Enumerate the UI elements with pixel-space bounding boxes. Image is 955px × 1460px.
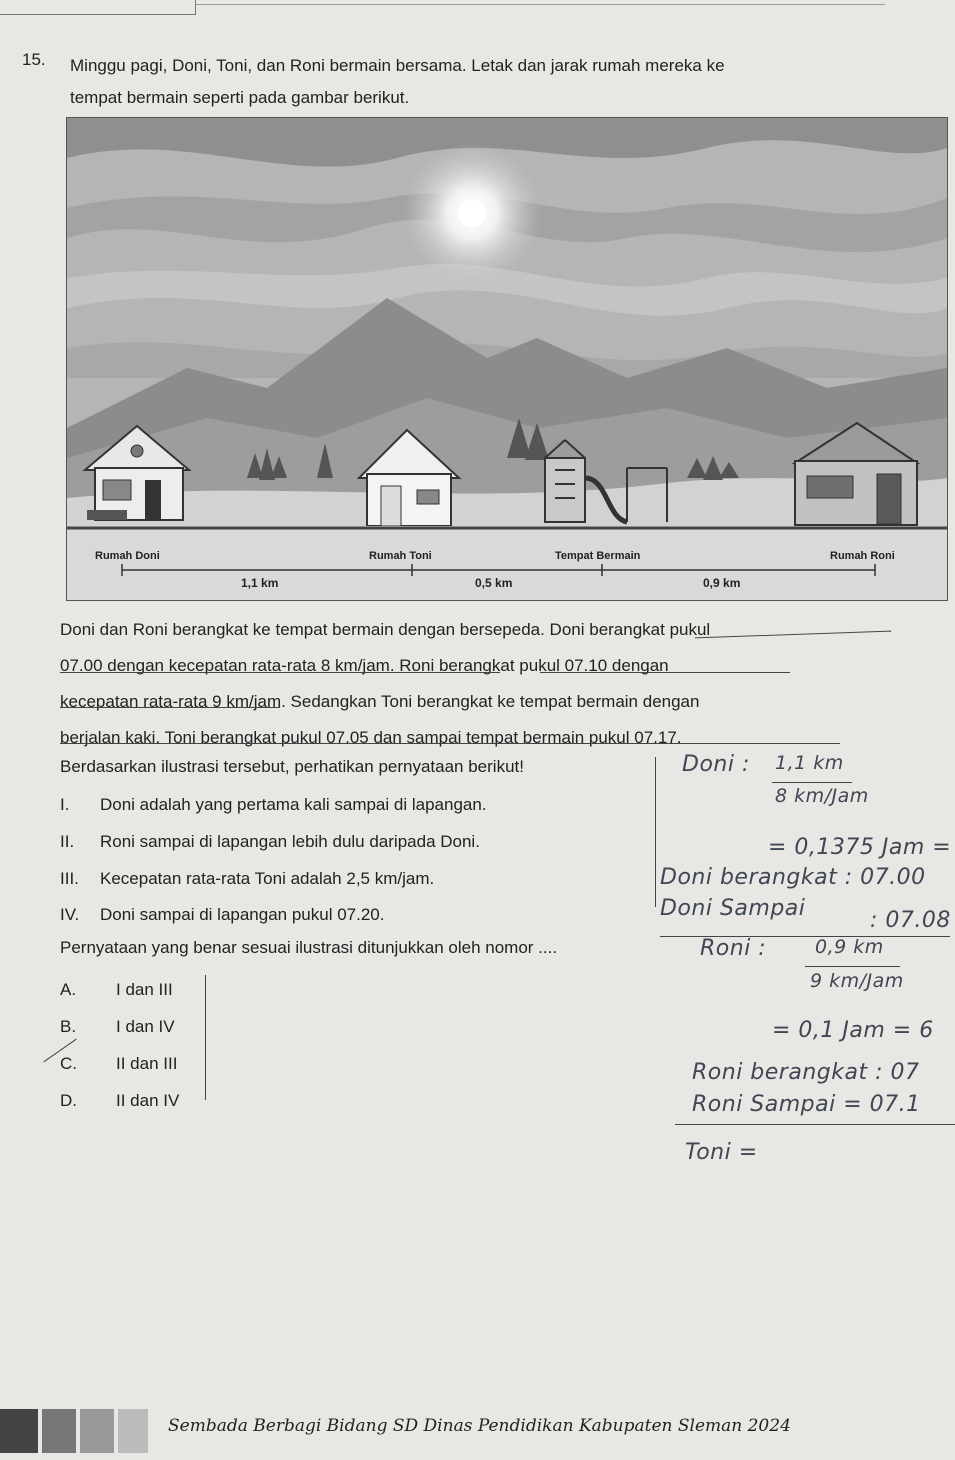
statement-number: III. bbox=[60, 869, 79, 888]
label-rumah-doni: Rumah Doni bbox=[95, 550, 160, 562]
question-intro-line-1: Minggu pagi, Doni, Toni, dan Roni bermain bersama. Letak dan jarak rumah mereka ke bbox=[70, 56, 725, 75]
header-box bbox=[0, 0, 196, 15]
choice-text: I dan IV bbox=[116, 1017, 175, 1036]
hw-rule bbox=[675, 1124, 955, 1125]
story-paragraph bbox=[60, 612, 896, 756]
statement-text: Kecepatan rata-rata Toni adalah 2,5 km/jam. bbox=[100, 869, 435, 888]
choice-b[interactable] bbox=[60, 1017, 175, 1037]
statement-4 bbox=[60, 905, 384, 925]
choice-text: II dan IV bbox=[116, 1091, 180, 1110]
choice-a[interactable] bbox=[60, 980, 173, 1000]
story-line: kecepatan rata-rata 9 km/jam. Sedangkan Toni berangkat ke tempat bermain dengan bbox=[60, 692, 700, 711]
logo-block bbox=[42, 1409, 76, 1453]
hw-roni-result: = 0,1 Jam = 6 bbox=[772, 1018, 934, 1043]
footer-text: Sembada Berbagi Bidang SD Dinas Pendidikan Kabupaten Sleman 2024 bbox=[168, 1416, 791, 1436]
illustration bbox=[66, 117, 948, 601]
statement-3 bbox=[60, 869, 434, 889]
logo-block bbox=[80, 1409, 114, 1453]
story-line: 07.00 dengan kecepatan rata-rata 8 km/jam. Roni berangkat pukul 07.10 dengan bbox=[60, 656, 669, 675]
label-tempat-bermain: Tempat Bermain bbox=[555, 550, 641, 562]
statement-number: IV. bbox=[60, 905, 80, 924]
choice-c[interactable] bbox=[60, 1054, 177, 1074]
choice-letter: C. bbox=[60, 1054, 77, 1073]
pen-underline bbox=[60, 743, 840, 744]
hw-toni-label: Toni = bbox=[685, 1140, 758, 1165]
hw-doni-numerator: 1,1 km bbox=[775, 752, 844, 774]
statement-text: Roni sampai di lapangan lebih dulu daripada Doni. bbox=[100, 832, 480, 851]
choice-letter: B. bbox=[60, 1017, 77, 1036]
statements-intro: Berdasarkan ilustrasi tersebut, perhatikan pernyataan berikut! bbox=[60, 757, 524, 776]
hw-fraction-bar bbox=[805, 966, 900, 967]
question-intro bbox=[70, 50, 890, 114]
hw-doni-depart: Doni berangkat : 07.00 bbox=[660, 865, 926, 890]
hw-roni-numerator: 0,9 km bbox=[815, 936, 884, 958]
footer-logo bbox=[0, 1405, 150, 1455]
pen-bracket bbox=[205, 975, 206, 1100]
pen-underline bbox=[60, 707, 280, 708]
hw-doni-label: Doni : bbox=[682, 752, 750, 777]
pen-divider bbox=[655, 757, 656, 907]
choice-text: II dan III bbox=[116, 1054, 178, 1073]
question-intro-line-2: tempat bermain seperti pada gambar berikut. bbox=[70, 88, 410, 107]
statement-text: Doni sampai di lapangan pukul 07.20. bbox=[100, 905, 385, 924]
distance-doni-toni: 1,1 km bbox=[241, 576, 279, 590]
hw-roni-denominator: 9 km/Jam bbox=[810, 970, 904, 992]
question-number: 15. bbox=[22, 50, 46, 69]
choice-letter: A. bbox=[60, 980, 77, 999]
pen-underline bbox=[60, 672, 500, 673]
statement-number: II. bbox=[60, 832, 75, 851]
hw-doni-arrive-value: : 07.08 bbox=[870, 908, 951, 933]
hw-roni-depart: Roni berangkat : 07 bbox=[692, 1060, 920, 1085]
question-prompt: Pernyataan yang benar sesuai ilustrasi ditunjukkan oleh nomor .... bbox=[60, 938, 558, 957]
story-line: berjalan kaki. Toni berangkat pukul 07.05 dan sampai tempat bermain pukul 07.17. bbox=[60, 728, 682, 747]
statement-1 bbox=[60, 795, 487, 815]
logo-block bbox=[0, 1409, 38, 1453]
hw-fraction-bar bbox=[772, 782, 852, 783]
sun bbox=[458, 199, 486, 227]
hw-roni-arrive: Roni Sampai = 07.1 bbox=[692, 1092, 921, 1117]
statement-number: I. bbox=[60, 795, 70, 814]
choice-text: I dan III bbox=[116, 980, 173, 999]
hw-doni-result: = 0,1375 Jam = bbox=[768, 835, 952, 860]
hw-roni-label: Roni : bbox=[700, 936, 767, 961]
logo-block bbox=[118, 1409, 148, 1453]
distance-toni-play: 0,5 km bbox=[475, 576, 513, 590]
label-rumah-roni: Rumah Roni bbox=[830, 550, 895, 562]
choice-letter: D. bbox=[60, 1091, 77, 1110]
hw-doni-denominator: 8 km/Jam bbox=[775, 785, 869, 807]
label-rumah-toni: Rumah Toni bbox=[369, 550, 432, 562]
hw-doni-arrive-label: Doni Sampai bbox=[660, 896, 806, 921]
choice-d[interactable] bbox=[60, 1091, 179, 1111]
distance-play-roni: 0,9 km bbox=[703, 576, 741, 590]
pen-underline bbox=[540, 672, 790, 673]
header-rule bbox=[195, 4, 885, 5]
story-line: Doni dan Roni berangkat ke tempat bermain dengan bersepeda. Doni berangkat pukul bbox=[60, 620, 711, 639]
statement-2 bbox=[60, 832, 480, 852]
scene-svg bbox=[67, 118, 947, 600]
statement-text: Doni adalah yang pertama kali sampai di lapangan. bbox=[100, 795, 487, 814]
